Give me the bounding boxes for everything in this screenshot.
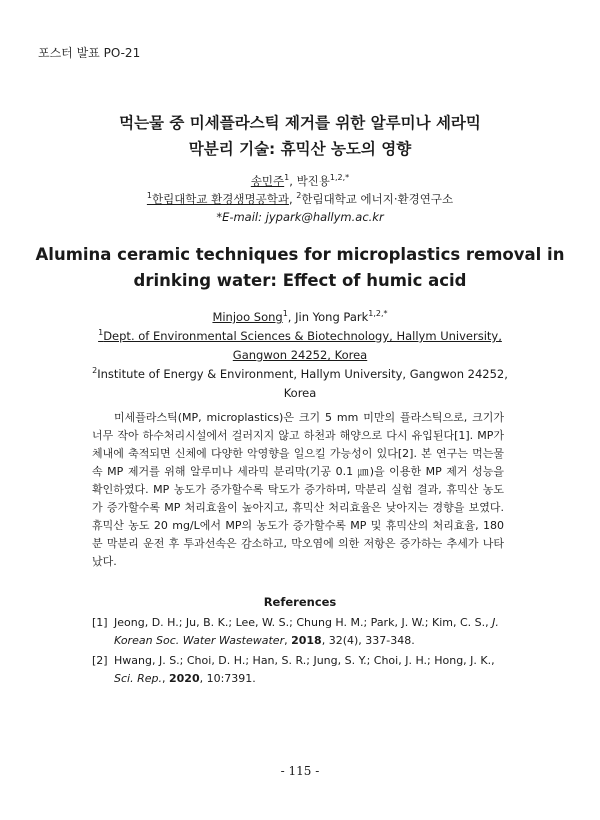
reference-text	[114, 614, 512, 650]
english-aff1-line1: Dept. of Environmental Sciences & Biotechnology, Hallym University,	[103, 329, 502, 343]
english-author1-sup: 1	[282, 309, 288, 319]
references-list	[92, 614, 512, 690]
korean-author1-sup: 1	[284, 173, 290, 183]
korean-title-line2: 막분리 기술: 휴믹산 농도의 영향	[188, 140, 412, 158]
english-corresponding-star: *	[383, 309, 388, 319]
english-author2-sup	[368, 309, 387, 318]
english-affiliation2	[0, 365, 600, 384]
reference-year: 2018	[291, 634, 322, 647]
reference-item	[92, 614, 512, 650]
reference-item	[92, 652, 512, 688]
korean-affiliation1	[147, 192, 289, 206]
corresponding-star: *	[345, 173, 350, 183]
english-author-sep: ,	[287, 310, 296, 324]
korean-author-sep: ,	[289, 174, 297, 188]
korean-author1: 송민주	[250, 174, 285, 188]
korean-aff2-sup: 2	[296, 191, 302, 201]
korean-affiliation2: 한림대학교 에너지·환경연구소	[301, 192, 454, 206]
korean-aff-sep: ,	[288, 192, 297, 206]
page-number: - 115 -	[280, 764, 320, 778]
reference-year: 2020	[168, 672, 200, 685]
session-label: 포스터 발표 PO-21	[38, 46, 141, 60]
english-title	[0, 242, 600, 294]
korean-author2: 박진용	[296, 174, 330, 188]
reference-number: [1]	[92, 616, 108, 629]
english-affiliation1	[0, 327, 600, 346]
korean-aff1-sup: 1	[146, 191, 152, 201]
english-aff2-line1: Institute of Energy & Environment, Hallym University, Gangwon 24252,	[97, 367, 508, 381]
references-heading: References	[263, 595, 337, 609]
korean-title	[0, 110, 600, 162]
english-title-line1: Alumina ceramic techniques for microplastics removal in	[35, 245, 565, 264]
english-authors-block	[0, 308, 600, 403]
english-author2-sup-num: 1,2,	[368, 309, 384, 319]
english-author1: Minjoo Song	[212, 310, 283, 324]
reference-journal: J. Korean Soc. Water Wastewater	[114, 616, 499, 647]
korean-title-line1: 먹는물 중 미세플라스틱 제거를 위한 알루미나 세라믹	[119, 114, 481, 132]
english-title-line2: drinking water: Effect of humic acid	[133, 271, 467, 290]
english-affiliation1-line2: Gangwon 24252, Korea	[232, 348, 368, 362]
reference-volume-pages: , 10:7391.	[199, 672, 256, 685]
reference-number: [2]	[92, 654, 108, 667]
reference-sep: ,	[284, 634, 292, 647]
reference-authors: Jeong, D. H.; Ju, B. K.; Lee, W. S.; Chung H. M.; Park, J. W.; Kim, C. S.,	[114, 616, 493, 629]
korean-affiliations	[0, 190, 600, 208]
abstract-body: 미세플라스틱(MP, microplastics)은 크기 5 mm 미만의 플라스틱으로, 크기가 너무 작아 하수처리시설에서 걸러지지 않고 하천과 해양으로 다시 유입된다[1]. MP가 체내에 축적되면 신체에 다양한 악영향을 일으킬 가능성이 있다[2]. 본 연구는 먹는물 속 MP 제거를 위해 알루미나 세라믹 분리막(기공 0.1 ㎛)을 이용한 MP 제거 성능을 확인하였다. MP 농도가 증가할수록 탁도가 증가하며, 막분리 실험 결과, 휴믹산 농도가 증가할수록 MP 처리효율이 높아지고, 휴믹산 처리효율은 낮아지는 경향을 보였다. 휴믹산 농도 20 mg/L에서 MP의 농도가 증가할수록 MP 및 휴믹산의 처리효율, 180분 막분리 운전 후 투과선속은 감소하고, 막오염에 의한 저항은 증가하는 추세가 나타났다.	[92, 411, 504, 568]
reference-text	[114, 652, 512, 688]
english-author2: Jin Yong Park	[295, 310, 369, 324]
english-authors	[0, 308, 600, 327]
korean-author2-sup	[330, 173, 349, 182]
english-aff1-sup: 1	[98, 328, 104, 338]
reference-volume-pages: , 32(4), 337-348.	[321, 634, 415, 647]
english-affiliation2-line2: Korea	[283, 386, 317, 400]
reference-sep: ,	[161, 672, 169, 685]
reference-journal: Sci. Rep.	[114, 672, 162, 685]
english-aff2-sup: 2	[92, 366, 98, 376]
korean-author2-sup-num: 1,2,	[329, 173, 346, 183]
korean-authors	[0, 172, 600, 190]
korean-authors-block	[0, 172, 600, 226]
email-address: *E-mail: jypark@hallym.ac.kr	[216, 210, 384, 224]
korean-aff1-text: 한림대학교 환경생명공학과	[151, 192, 289, 206]
reference-authors: Hwang, J. S.; Choi, D. H.; Han, S. R.; Jung, S. Y.; Choi, J. H.; Hong, J. K.,	[114, 654, 495, 667]
